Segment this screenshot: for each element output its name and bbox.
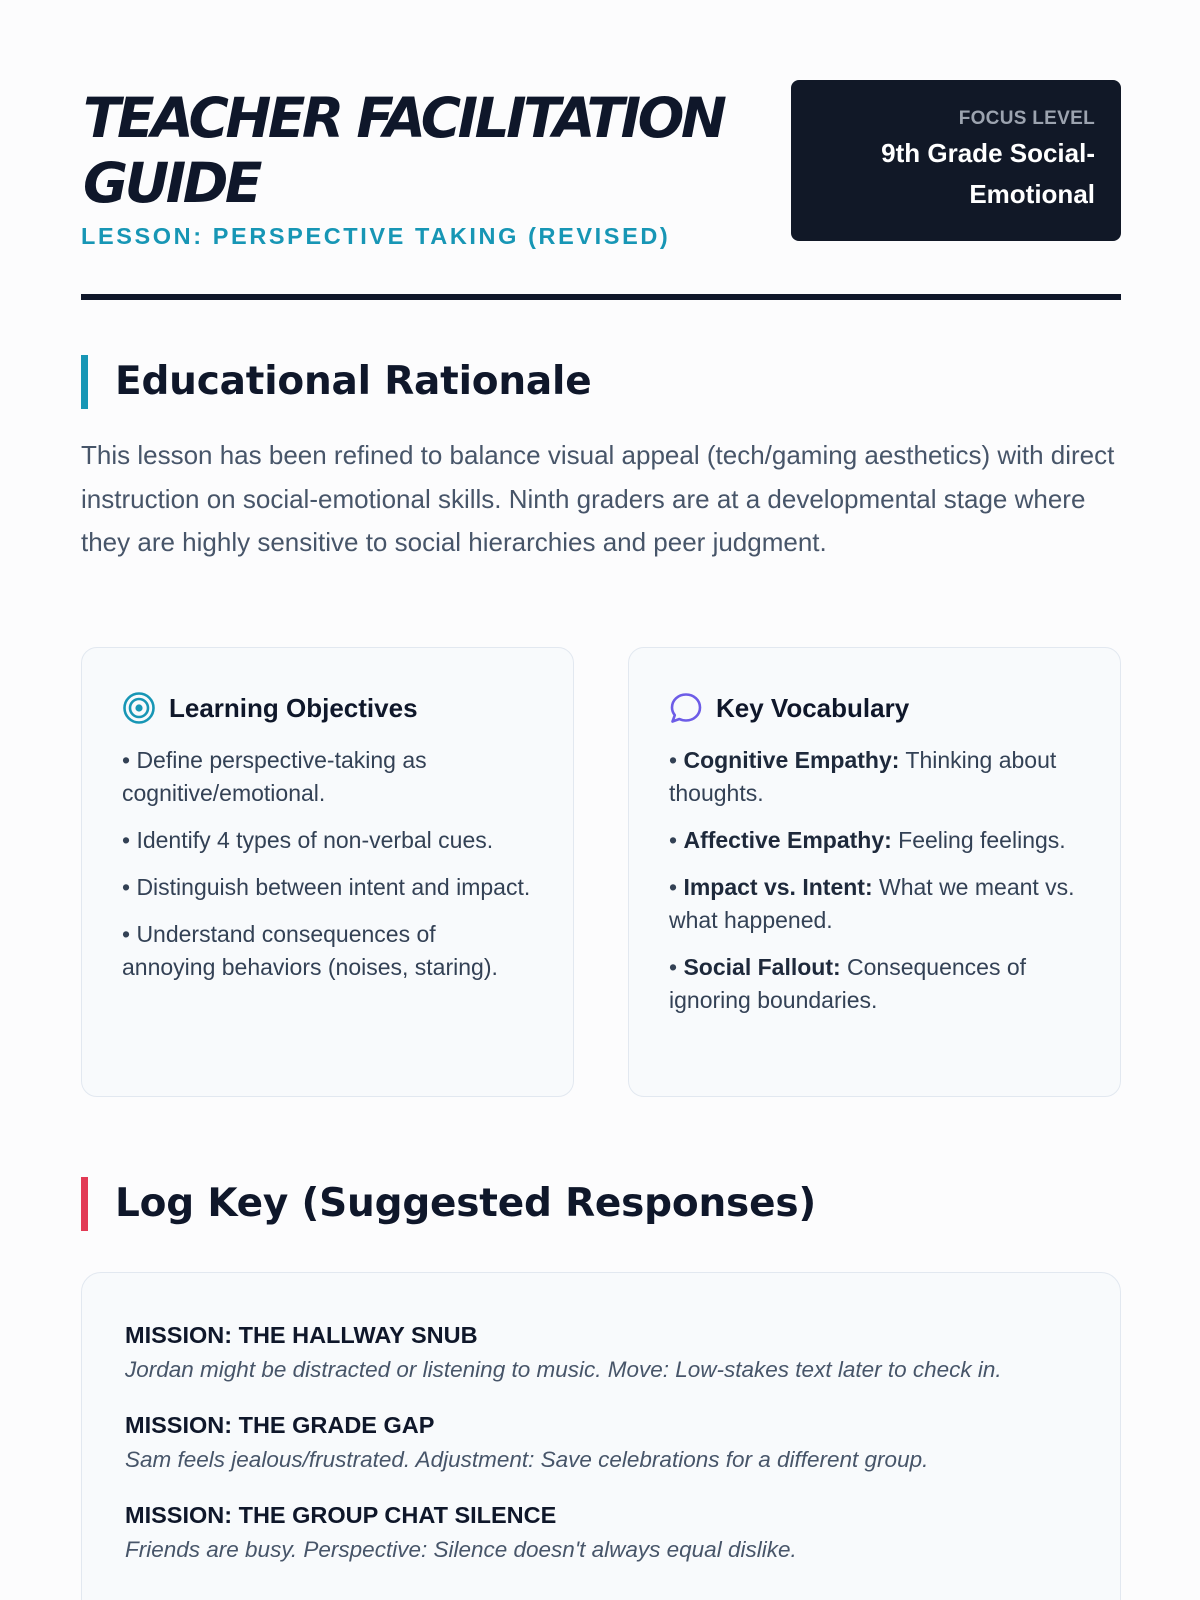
learning-objectives-card xyxy=(81,647,574,1097)
objective-item: • Identify 4 types of non-verbal cues. xyxy=(122,827,494,853)
mission-response: Friends are busy. Perspective: Silence doesn't always equal dislike. xyxy=(125,1537,797,1562)
vocabulary-item: • Affective Empathy: Feeling feelings. xyxy=(669,827,1066,853)
mission-title: MISSION: THE HALLWAY SNUB xyxy=(125,1322,478,1348)
mission-entry xyxy=(125,1317,1077,1386)
vocabulary-definition: Thinking about thoughts. xyxy=(669,747,1057,806)
mission-title: MISSION: THE GROUP CHAT SILENCE xyxy=(125,1502,557,1528)
vocabulary-definition: Feeling feelings. xyxy=(891,827,1066,853)
log-key-title: Log Key (Suggested Responses) xyxy=(115,1181,816,1226)
objective-item: • Define perspective-taking as cognitive/emotional. xyxy=(122,747,427,806)
header xyxy=(81,80,1121,250)
log-key-accent-bar xyxy=(81,1177,88,1231)
learning-objectives-header xyxy=(122,688,533,728)
objective-item: • Understand consequences of annoying behaviors (noises, staring). xyxy=(122,921,498,980)
key-vocabulary-card xyxy=(628,647,1121,1097)
vocabulary-term: Affective Empathy: xyxy=(683,827,892,853)
mission-title: MISSION: THE GRADE GAP xyxy=(125,1412,435,1438)
vocabulary-term: Cognitive Empathy: xyxy=(683,747,900,773)
learning-objectives-list xyxy=(122,744,533,984)
page-title: TEACHER FACILITATION GUIDE xyxy=(83,86,724,215)
key-vocabulary-list xyxy=(669,744,1080,1017)
rationale-accent-bar xyxy=(81,355,88,409)
mission-response: Sam feels jealous/frustrated. Adjustment: Save celebrations for a different group. xyxy=(125,1447,929,1472)
vocabulary-definition: What we meant vs. what happened. xyxy=(669,874,1075,933)
vocabulary-item: • Cognitive Empathy: Thinking about thoughts. xyxy=(669,747,1057,806)
vocabulary-term: Impact vs. Intent: xyxy=(683,874,873,900)
rationale-title: Educational Rationale xyxy=(115,359,592,404)
learning-objectives-title: Learning Objectives xyxy=(169,693,418,723)
speech-bubble-icon xyxy=(669,691,703,725)
vocabulary-item: • Impact vs. Intent: What we meant vs. what happened. xyxy=(669,874,1075,933)
key-vocabulary-title: Key Vocabulary xyxy=(716,693,910,723)
vocabulary-definition: Consequences of ignoring boundaries. xyxy=(669,954,1027,1013)
key-vocabulary-header xyxy=(669,688,1080,728)
focus-level-box xyxy=(791,80,1121,241)
vocabulary-term: Social Fallout: xyxy=(683,954,841,980)
header-divider xyxy=(81,294,1121,300)
mission-entry xyxy=(125,1497,1077,1566)
focus-level-label: FOCUS LEVEL xyxy=(958,108,1095,129)
mission-entry xyxy=(125,1407,1077,1476)
target-icon xyxy=(122,691,156,725)
vocabulary-item: • Social Fallout: Consequences of ignoring boundaries. xyxy=(669,954,1027,1013)
rationale-body: This lesson has been refined to balance visual appeal (tech/gaming aesthetics) with direct instruction on social-emotional skills. Ninth graders are at a developmental stage where they are highly sensitive to social hierarchies and peer judgment. xyxy=(81,440,1115,557)
objective-item: • Distinguish between intent and impact. xyxy=(122,874,531,900)
lesson-subtitle: LESSON: PERSPECTIVE TAKING (REVISED) xyxy=(81,223,671,249)
focus-level-value: 9th Grade Social-Emotional xyxy=(881,138,1095,209)
log-key-card xyxy=(81,1272,1121,1600)
mission-response: Jordan might be distracted or listening to music. Move: Low-stakes text later to check in. xyxy=(125,1357,1002,1382)
